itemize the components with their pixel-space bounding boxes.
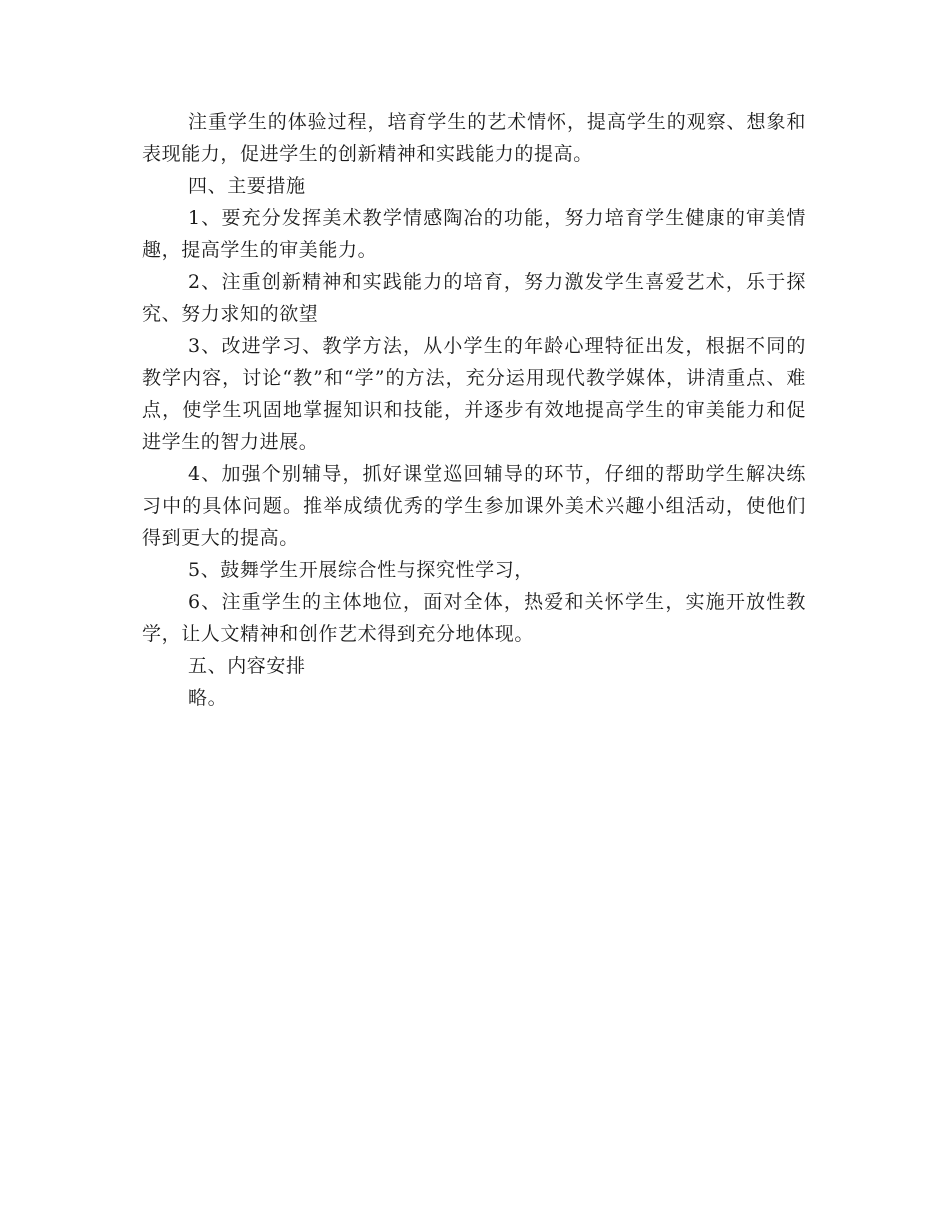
document-page [142,106,806,714]
paragraph-measure-4: 4、加强个别辅导，抓好课堂巡回辅导的环节，仔细的帮助学生解决练习中的具体问题。推举成绩优秀的学生参加课外美术兴趣小组活动，使他们得到更大的提高。 [142,463,806,549]
section-heading-measures: 四、主要措施 [188,175,306,197]
paragraph-measure-5: 5、鼓舞学生开展综合性与探究性学习， [188,559,534,581]
paragraph-measure-3: 3、改进学习、教学方法，从小学生的年龄心理特征出发，根据不同的教学内容，讨论“教”和“学”的方法，充分运用现代教学媒体，讲清重点、难点，使学生巩固地掌握知识和技能，并逐步有效地提高学生的审美能力和促进学生的智力进展。 [142,335,806,453]
paragraph-intro: 注重学生的体验过程，培育学生的艺术情怀，提高学生的观察、想象和表现能力，促进学生的创新精神和实践能力的提高。 [142,111,806,165]
section-heading-content: 五、内容安排 [188,655,306,677]
paragraph-measure-6: 6、注重学生的主体地位，面对全体，热爱和关怀学生，实施开放性教学，让人文精神和创作艺术得到充分地体现。 [142,591,806,645]
paragraph-content-omitted: 略。 [188,687,228,709]
paragraph-measure-2: 2、注重创新精神和实践能力的培育，努力激发学生喜爱艺术，乐于探究、努力求知的欲望 [142,271,806,325]
paragraph-measure-1: 1、要充分发挥美术教学情感陶冶的功能，努力培育学生健康的审美情趣，提高学生的审美能力。 [142,207,806,261]
